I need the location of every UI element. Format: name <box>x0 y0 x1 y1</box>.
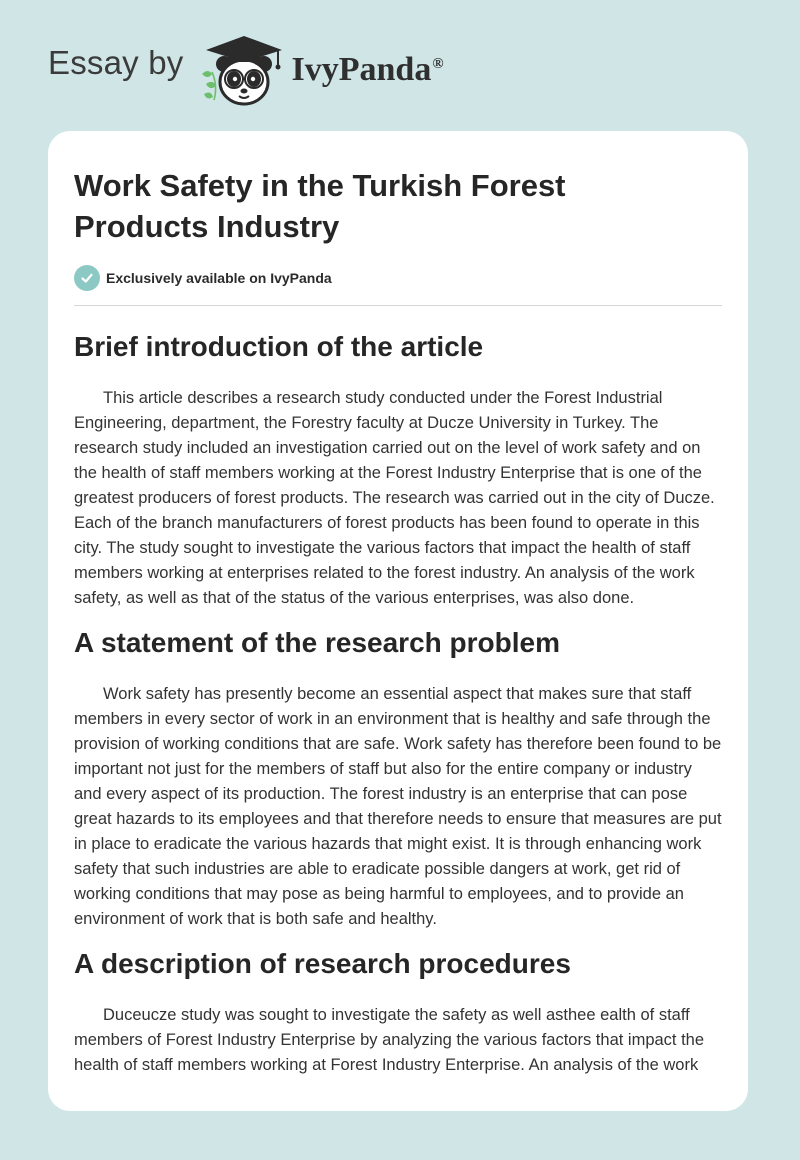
badge-text: Exclusively available on IvyPanda <box>106 270 332 286</box>
section-research-problem <box>74 626 722 932</box>
section-heading: Brief introduction of the article <box>74 331 484 362</box>
essay-by-label: Essay by <box>48 44 184 81</box>
brand-name[interactable] <box>292 51 444 89</box>
registered-mark: ® <box>432 55 444 72</box>
section-paragraph: Duceucze study was sought to investigate the safety as well asthee ealth of staff members of Forest Industry Enterprise by analyzing the various factors that impact the health of staff members working at Forest Industry Enterprise. An analysis of the work <box>74 1006 705 1074</box>
section-introduction <box>74 330 722 611</box>
divider <box>74 305 722 306</box>
section-heading: A statement of the research problem <box>74 627 560 658</box>
page-title: Work Safety in the Turkish Forest Products Industry <box>74 168 566 244</box>
section-research-procedures <box>74 947 722 1078</box>
exclusive-badge <box>74 264 722 292</box>
check-icon <box>74 265 100 291</box>
site-header <box>48 30 444 110</box>
section-paragraph: Work safety has presently become an essential aspect that makes sure that staff members in every sector of work in an environment that is healthy and safe through the provision of working conditions that are safe. Work safety has therefore been found to be important not just for the members of staff but also for the entire company or industry and every aspect of its production. The forest industry is an enterprise that can pose great hazards to its employees and that therefore needs to ensure that measures are put in place to eradicate the various hazards that might exist. It is through enhancing work safety that such industries are able to eradicate possible dangers at work, get rid of working conditions that may pose as being harmful to employees, and to provide an environment of work that is both safe and healthy. <box>74 685 722 928</box>
article-card <box>48 131 748 1111</box>
section-paragraph: This article describes a research study conducted under the Forest Industrial Engineering, department, the Forestry faculty at Ducze University in Turkey. The research study included an investigation carried out on the level of work safety and on the health of staff members working at the Forest Industry Enterprise that is one of the greatest producers of forest products. The research was carried out in the city of Ducze. Each of the branch manufacturers of forest products has been found to operate in this city. The study sought to investigate the various factors that impact the health of staff members working at enterprises related to the forest industry. An analysis of the work safety, as well as that of the status of the various enterprises, was also done. <box>74 389 715 607</box>
brand-name-text: IvyPanda <box>291 51 432 88</box>
section-heading: A description of research procedures <box>74 948 571 979</box>
ivypanda-logo-icon[interactable] <box>198 30 288 110</box>
